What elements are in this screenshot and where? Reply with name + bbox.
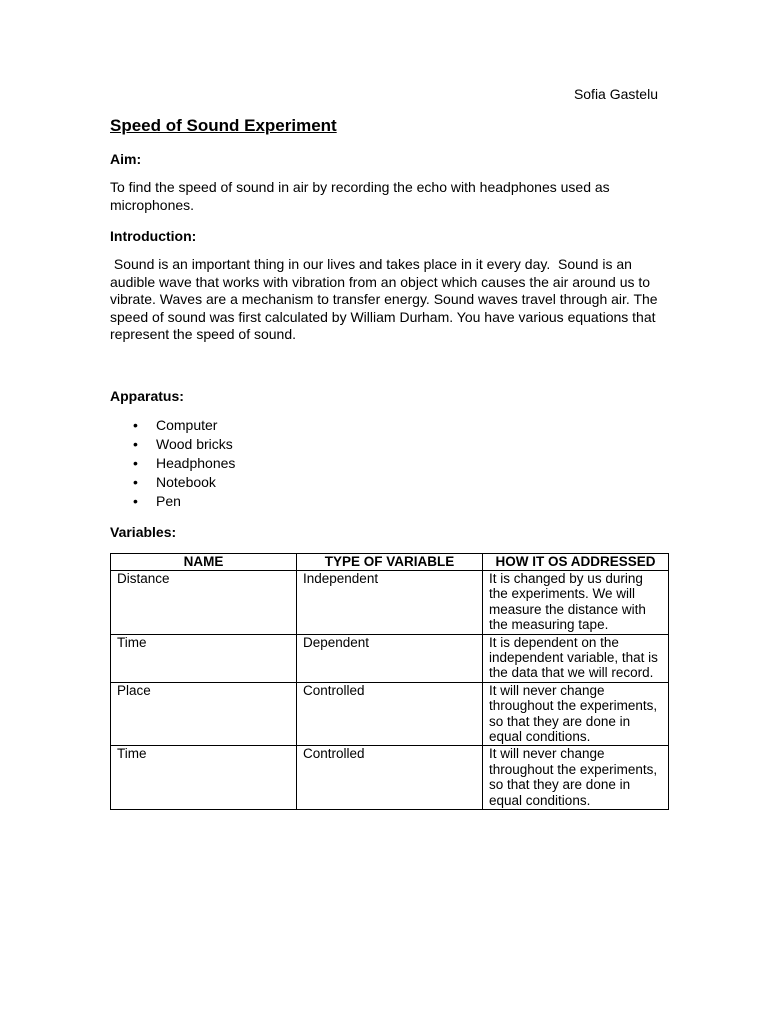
aim-text: To find the speed of sound in air by recording the echo with headphones used as microphones.	[110, 179, 610, 213]
aim-heading: Aim:	[110, 151, 142, 167]
apparatus-heading: Apparatus:	[110, 388, 184, 404]
table-cell: It will never change throughout the experiments, so that they are done in equal conditions.	[483, 682, 669, 746]
column-header-type: TYPE OF VARIABLE	[297, 554, 483, 571]
table-cell: Time	[111, 634, 297, 682]
list-item	[110, 473, 235, 492]
introduction-text: Sound is an important thing in our lives and takes place in it every day. Sound is an audible wave that works with vibration from an object which causes the air around us to vibrate. Waves are a mechanism to transfer energy. Sound waves travel through air. The speed of sound was first calculated by William Durham. You have various equations that represent the speed of sound.	[110, 256, 662, 342]
variables-table	[110, 553, 669, 810]
table-cell: Place	[111, 682, 297, 746]
apparatus-item-label: Computer	[156, 417, 218, 433]
bullet-icon: •	[133, 493, 138, 509]
apparatus-item-label: Pen	[156, 493, 181, 509]
table-row	[111, 634, 669, 682]
introduction-heading: Introduction:	[110, 228, 197, 244]
list-item	[110, 454, 235, 473]
apparatus-item-label: Wood bricks	[156, 436, 233, 452]
bullet-icon: •	[133, 436, 138, 452]
table-row	[111, 682, 669, 746]
table-cell: Independent	[297, 571, 483, 635]
table-row	[111, 571, 669, 635]
table-header-row	[111, 554, 669, 571]
table-cell: Controlled	[297, 746, 483, 810]
table-cell: It is dependent on the independent variable, that is the data that we will record.	[483, 634, 669, 682]
document-title: Speed of Sound Experiment	[110, 116, 337, 135]
author-name: Sofia Gastelu	[573, 86, 658, 102]
table-row	[111, 746, 669, 810]
list-item	[110, 492, 235, 511]
table-cell: It is changed by us during the experiments. We will measure the distance with the measuring tape.	[483, 571, 669, 635]
apparatus-list	[110, 416, 235, 511]
table-cell: Dependent	[297, 634, 483, 682]
table-cell: It will never change throughout the experiments, so that they are done in equal conditions.	[483, 746, 669, 810]
table-cell: Time	[111, 746, 297, 810]
column-header-name: NAME	[111, 554, 297, 571]
list-item	[110, 435, 235, 454]
list-item	[110, 416, 235, 435]
apparatus-item-label: Notebook	[156, 474, 216, 490]
bullet-icon: •	[133, 417, 138, 433]
bullet-icon: •	[133, 455, 138, 471]
column-header-addressed: HOW IT OS ADDRESSED	[483, 554, 669, 571]
apparatus-item-label: Headphones	[156, 455, 236, 471]
table-cell: Controlled	[297, 682, 483, 746]
table-cell: Distance	[111, 571, 297, 635]
variables-heading: Variables:	[110, 524, 177, 540]
bullet-icon: •	[133, 474, 138, 490]
